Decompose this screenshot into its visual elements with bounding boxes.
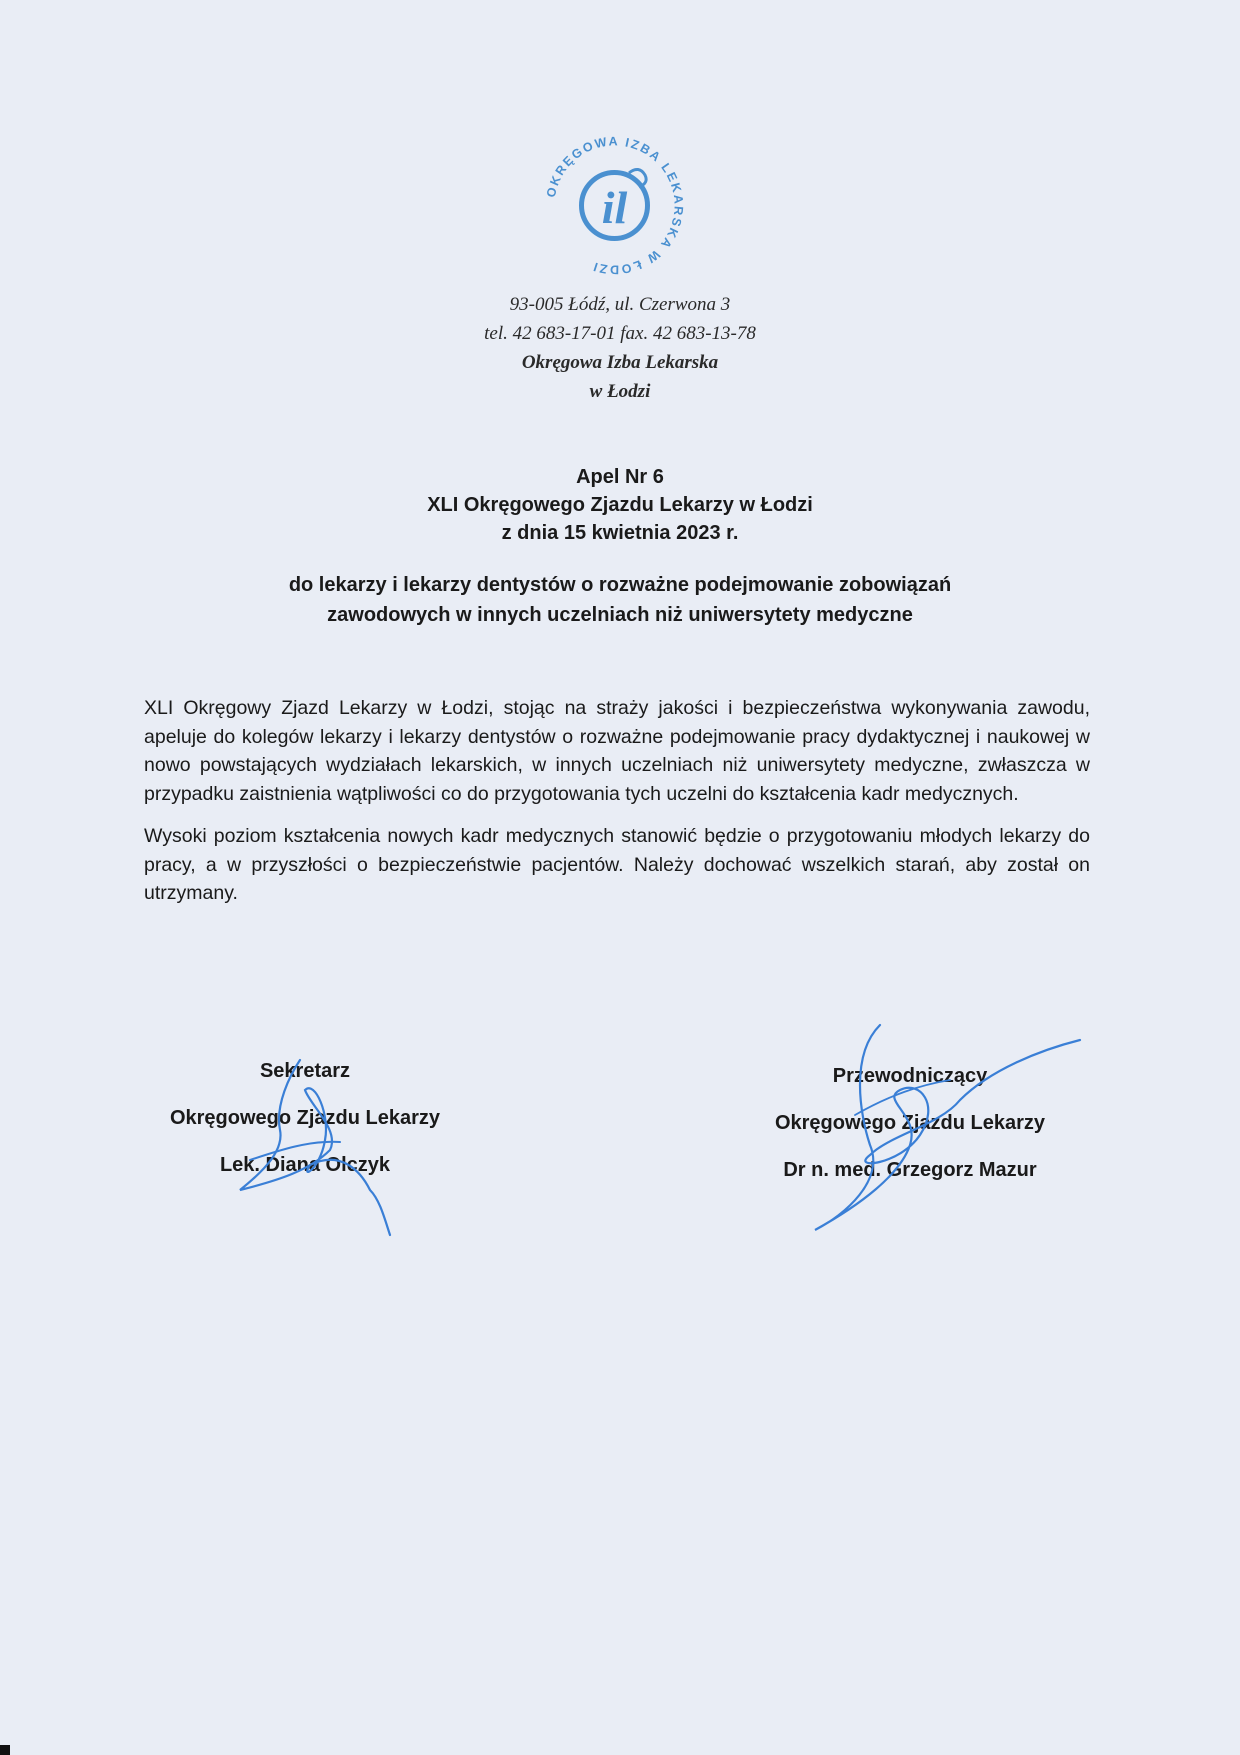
org-name-line1: Okręgowa Izba Lekarska [521, 352, 719, 373]
chamber-logo [537, 128, 692, 283]
assembly-name: XLI Okręgowego Zjazdu Lekarzy w Łodzi [427, 494, 813, 516]
phone-line: tel. 42 683-17-01 fax. 42 683-13-78 [484, 323, 756, 344]
signer-body: Okręgowego Zjazdu Lekarzy [169, 1107, 441, 1129]
document-title [0, 463, 1240, 547]
document-date: z dnia 15 kwietnia 2023 r. [501, 522, 739, 544]
address-line: 93-005 Łódź, ul. Czerwona 3 [509, 294, 731, 315]
document-subject [150, 570, 1090, 630]
body-paragraph-1: XLI Okręgowy Zjazd Lekarzy w Łodzi, stojąc na straży jakości i bezpieczeństwa wykonywania zawodu, apeluje do kolegów lekarzy i lekarzy dentystów o rozważne podejmowanie pracy dydaktycznej i naukowej w nowo powstających wydziałach lekarskich, w innych uczelniach niż uniwersytety medyczne, zwłaszcza w przypadku zaistnienia wątpliwości co do przygotowania tych uczelni do kształcenia kadr medycznych. [144, 697, 1090, 805]
body-paragraph-2: Wysoki poziom kształcenia nowych kadr medycznych stanowić będzie o przygotowaniu młodych lekarzy do pracy, a w przyszłości o bezpieczeństwie pacjentów. Należy dochować wszelkich starań, aby został on utrzymany. [144, 825, 1090, 904]
appeal-number: Apel Nr 6 [576, 466, 664, 488]
svg-text:il: il [601, 182, 628, 233]
signer-name: Dr n. med. Grzegorz Mazur [783, 1159, 1037, 1181]
scan-edge-mark [0, 1745, 10, 1755]
signer-name: Lek. Diana Olczyk [219, 1154, 391, 1176]
signature-block-chairman [720, 1053, 1100, 1194]
signature-block-secretary [130, 1048, 480, 1189]
org-name-line2: w Łodzi [589, 381, 651, 402]
subject-line2: zawodowych w innych uczelniach niż uniwersytety medyczne [327, 604, 913, 626]
signer-role: Przewodniczący [832, 1065, 988, 1087]
letterhead [0, 290, 1240, 406]
signer-body: Okręgowego Zjazdu Lekarzy [774, 1112, 1046, 1134]
logo-ring-text: OKRĘGOWA IZBA LEKARSKA W ŁODZI [543, 134, 686, 277]
subject-line1: do lekarzy i lekarzy dentystów o rozważne podejmowanie zobowiązań [288, 574, 952, 596]
document-body [144, 694, 1090, 922]
signer-role: Sekretarz [259, 1060, 351, 1082]
